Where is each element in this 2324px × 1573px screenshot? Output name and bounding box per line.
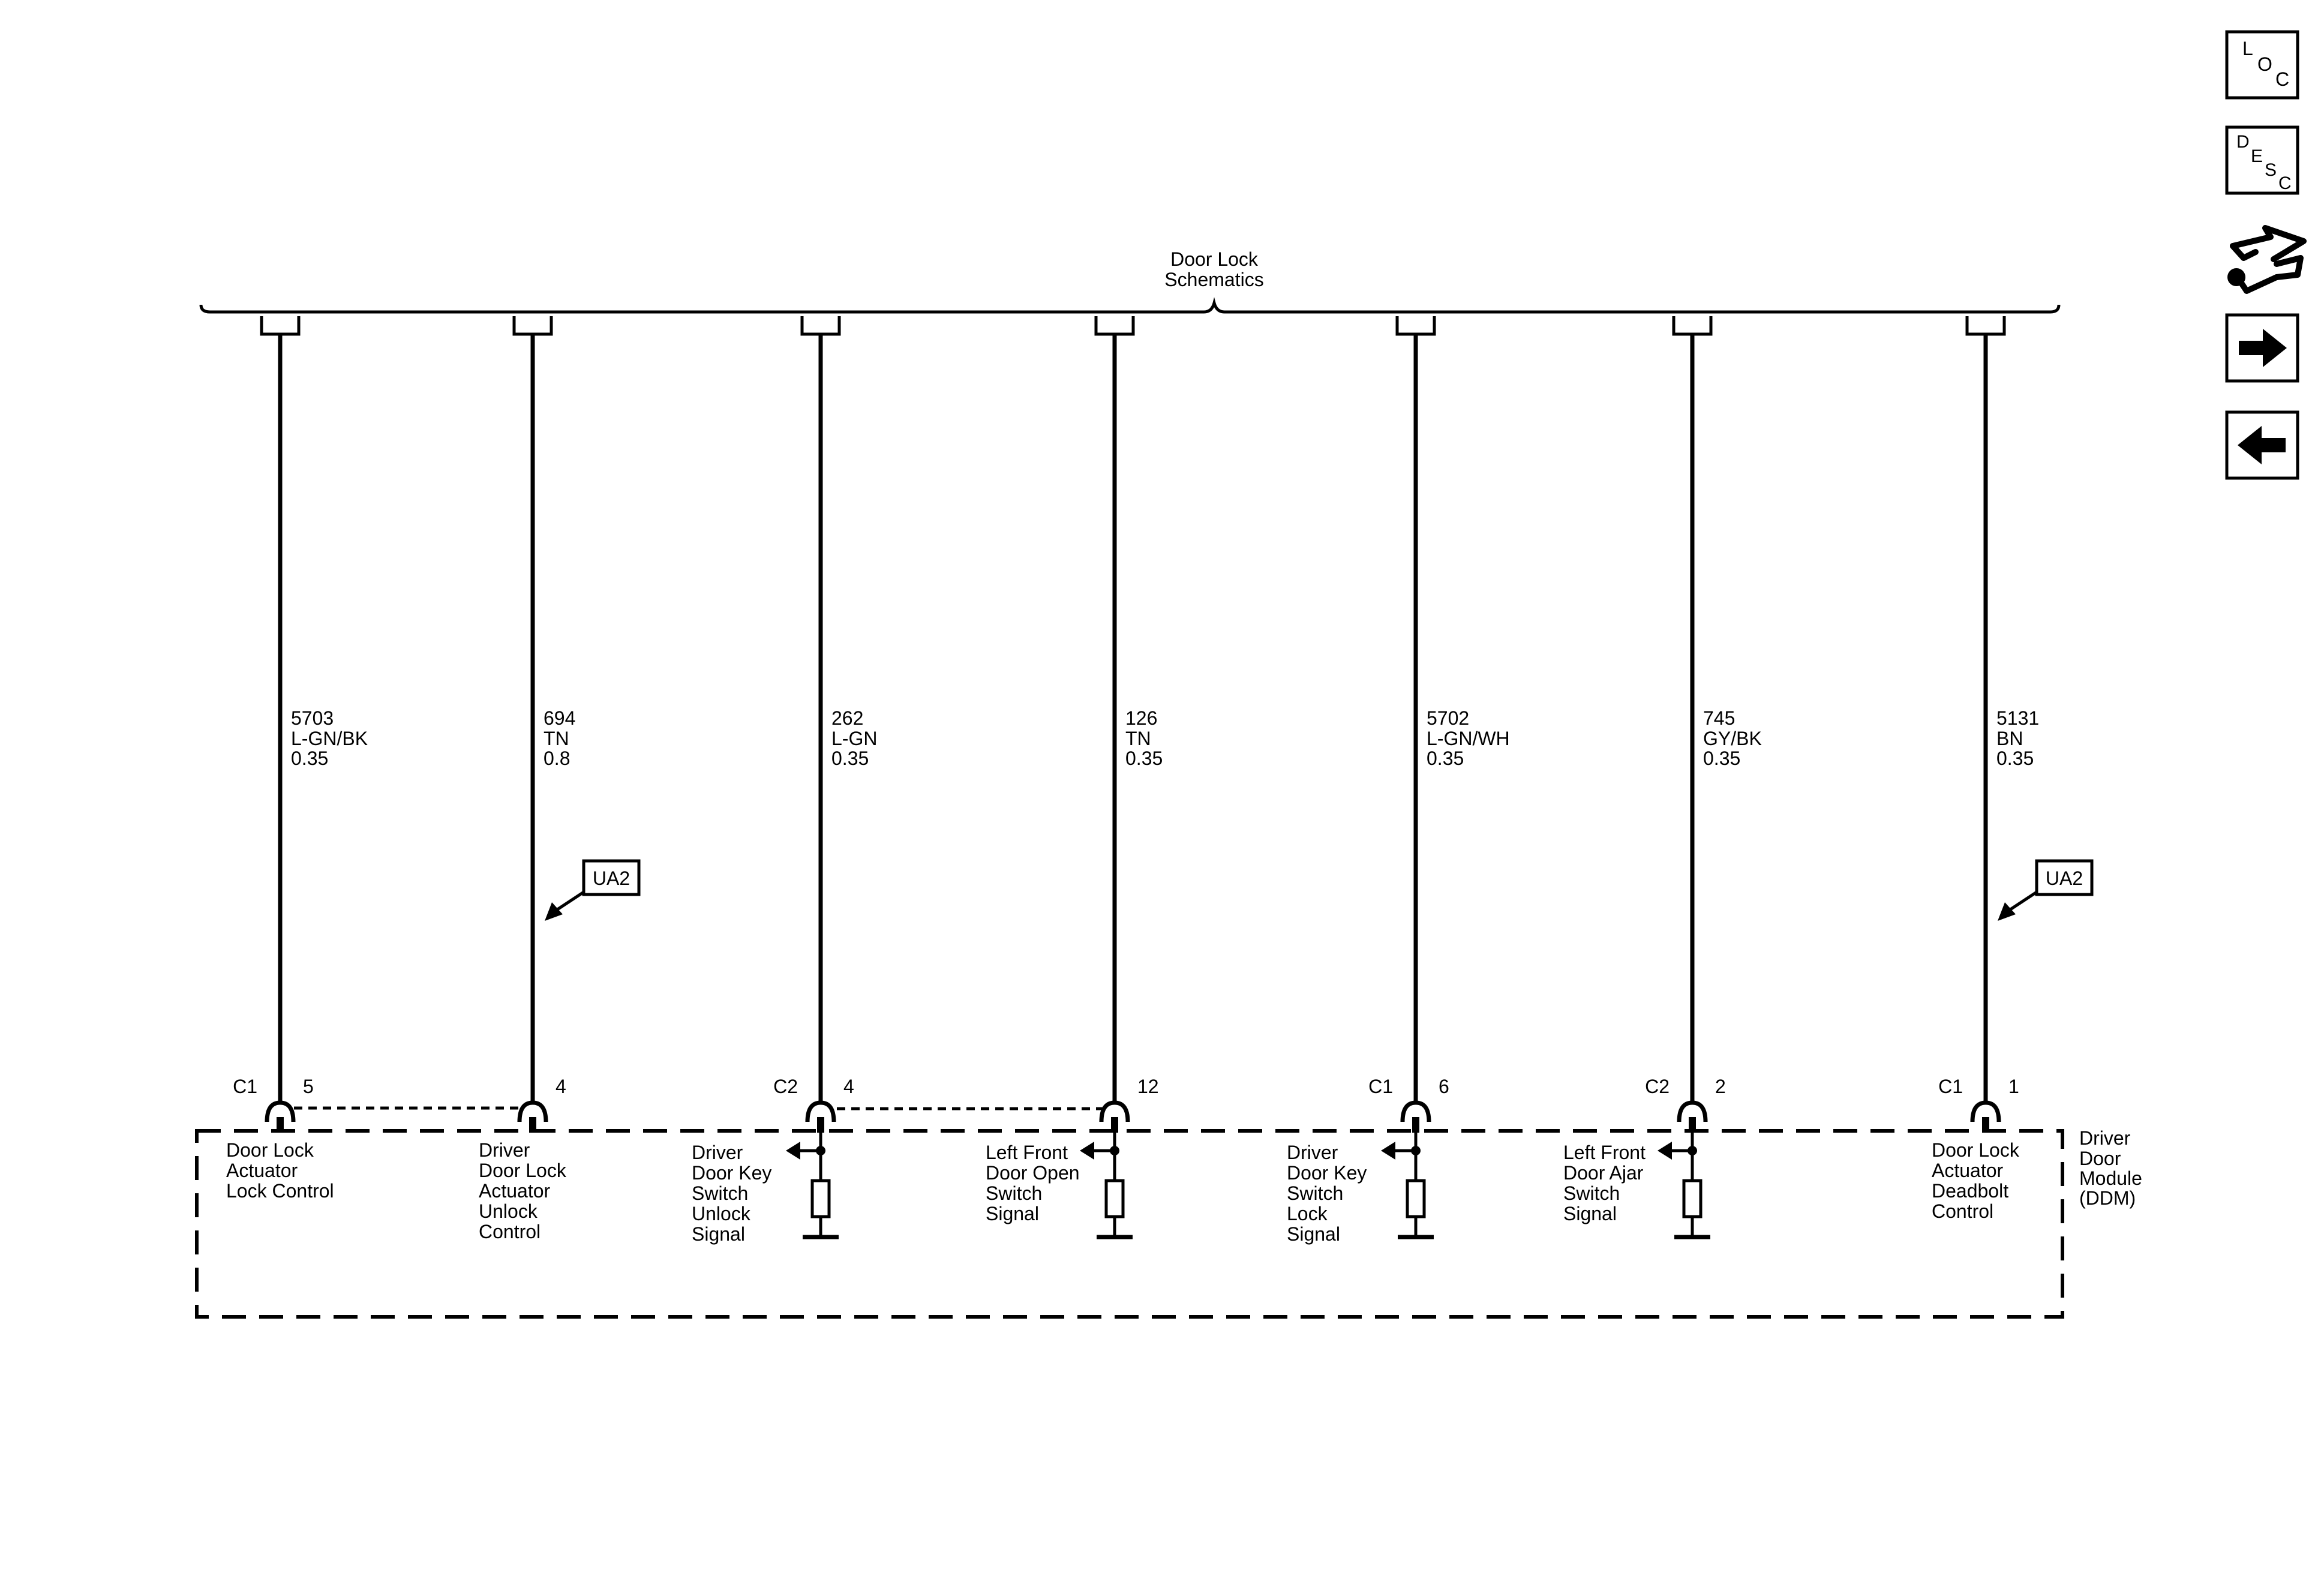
module-connector-pin [1111,1117,1118,1133]
circuit [986,316,1163,1237]
ua2-arrowhead [545,902,563,921]
loc-letter: L [2242,38,2253,59]
signal-sense-arrow [1658,1142,1672,1160]
circuit [1563,316,1762,1237]
top-connector [1967,316,2004,334]
desc-button[interactable] [2227,127,2298,193]
wire-color: L-GN [831,728,878,749]
module-connector-pin [529,1117,536,1133]
module-connector-pin [1689,1117,1696,1133]
connector-id: C1 [1938,1076,1963,1097]
ua2-arrow-line [2007,892,2037,912]
pull-up-resistor [1407,1181,1424,1217]
loc-button[interactable] [2227,32,2298,98]
module-input-label: Control [479,1221,541,1242]
module-input-label: Door Lock [226,1139,314,1161]
nav-toolbar [2227,32,2304,478]
module-input-label: Actuator [1932,1160,2004,1181]
module-input-label: Deadbolt [1932,1180,2009,1202]
connector-id: C2 [773,1076,798,1097]
pull-up-resistor [812,1181,829,1217]
pull-up-resistor [1106,1181,1123,1217]
top-connector [514,316,551,334]
connector-id: C1 [1368,1076,1393,1097]
wire-size: 0.35 [1125,748,1163,769]
ua2-arrowhead [1998,902,2016,921]
desc-letter: E [2251,146,2263,166]
circuits-group [226,316,2092,1245]
pin-number: 5 [303,1076,314,1097]
wire-circuit-number: 5702 [1427,707,1470,729]
wire-circuit-number: 126 [1125,707,1158,729]
module-input-label: Signal [692,1223,745,1245]
wire-size: 0.35 [831,748,869,769]
wire-size: 0.8 [544,748,571,769]
module-input-label: Switch [692,1182,749,1204]
top-connector [1096,316,1133,334]
module-input-label: Signal [986,1203,1039,1224]
wire-size: 0.35 [1427,748,1464,769]
wire-color: L-GN/WH [1427,728,1510,749]
pin-number: 2 [1715,1076,1726,1097]
module-connector-pin [817,1117,824,1133]
top-connector [262,316,299,334]
module-connector-pin [1412,1117,1419,1133]
connector-views-button[interactable] [2230,228,2304,291]
module-input-label: Actuator [479,1180,551,1202]
desc-letter: D [2236,132,2250,152]
module-input-label: Door Open [986,1162,1080,1184]
signal-sense-arrow [1381,1142,1395,1160]
loc-letter: O [2257,53,2272,75]
module-label-line: Door [2079,1148,2121,1169]
top-connector [1674,316,1711,334]
wire-color: L-GN/BK [291,728,368,749]
wire-circuit-number: 5703 [291,707,334,729]
signal-sense-arrow [786,1142,800,1160]
module-input-label: Door Lock [479,1160,566,1181]
pull-up-resistor [1684,1181,1701,1217]
top-connector [802,316,839,334]
module-input-label: Switch [1563,1182,1620,1204]
pin-number: 12 [1137,1076,1159,1097]
wire-circuit-number: 262 [831,707,864,729]
module-label-line: Driver [2079,1127,2131,1149]
connector-id: C2 [1645,1076,1670,1097]
wire-size: 0.35 [291,748,329,769]
wire-size: 0.35 [1996,748,2034,769]
circuit [692,316,877,1245]
previous-page-button[interactable] [2227,412,2298,478]
desc-letter: S [2265,160,2277,180]
module-label-line: (DDM) [2079,1187,2136,1209]
pin-number: 4 [556,1076,566,1097]
module-outline [197,1131,2062,1317]
module-input-label: Driver [692,1142,743,1163]
next-page-button[interactable] [2227,315,2298,381]
connector-wrench-icon [2230,228,2304,291]
wire-size: 0.35 [1703,748,1741,769]
circuit [1932,316,2092,1222]
module-input-label: Door Key [692,1162,772,1184]
wire-color: TN [544,728,569,749]
wire-color: GY/BK [1703,728,1762,749]
module-connector-pin [277,1117,284,1133]
module-input-label: Actuator [226,1160,298,1181]
wire-color: BN [1996,728,2023,749]
signal-sense-arrow [1080,1142,1094,1160]
wire-circuit-number: 745 [1703,707,1736,729]
pin-number: 6 [1439,1076,1449,1097]
wire-color: TN [1125,728,1151,749]
ua2-arrow-line [554,892,584,912]
circuit [1287,316,1510,1245]
circuit [226,316,368,1202]
module-input-label: Lock Control [226,1180,334,1202]
module-input-label: Switch [1287,1182,1344,1204]
circuit [479,316,639,1242]
module-input-label: Unlock [479,1200,538,1222]
module-input-label: Unlock [692,1203,750,1224]
ua2-callout-label: UA2 [592,867,630,889]
module-input-label: Door Key [1287,1162,1367,1184]
module-input-label: Signal [1563,1203,1617,1224]
module-input-label: Left Front [986,1142,1068,1163]
module-input-label: Driver [479,1139,530,1161]
module-input-label: Door Lock [1932,1139,2019,1161]
diagram-title-line-2: Schematics [1164,269,1264,290]
module-label [2079,1127,2142,1209]
wire-circuit-number: 5131 [1996,707,2040,729]
pin-number: 4 [843,1076,854,1097]
module-label-line: Module [2079,1167,2142,1189]
connector-id: C1 [233,1076,257,1097]
module-input-label: Lock [1287,1203,1328,1224]
module-input-label: Control [1932,1200,1994,1222]
module-input-label: Door Ajar [1563,1162,1644,1184]
title-group [201,248,2059,312]
desc-letter: C [2278,173,2292,193]
pin-number: 1 [2008,1076,2019,1097]
diagram-title-line-1: Door Lock [1170,248,1258,270]
module-input-label: Driver [1287,1142,1338,1163]
schematic-bracket [201,303,2059,312]
module-input-label: Switch [986,1182,1043,1204]
top-connector [1397,316,1434,334]
loc-letter: C [2275,68,2290,90]
module-connector-pin [1982,1117,1989,1133]
wire-circuit-number: 694 [544,707,576,729]
module-input-label: Signal [1287,1223,1340,1245]
module-input-label: Left Front [1563,1142,1646,1163]
ua2-callout-label: UA2 [2045,867,2083,889]
